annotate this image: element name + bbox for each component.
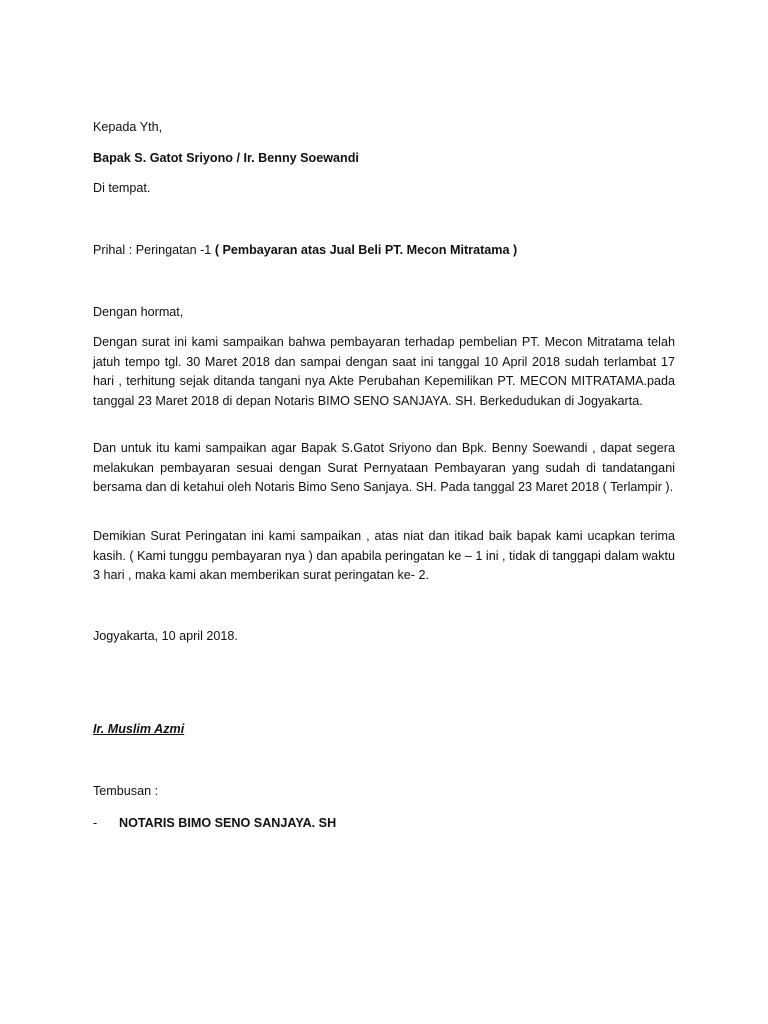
body-paragraph-2: Dan untuk itu kami sampaikan agar Bapak S.Gatot Sriyono dan Bpk. Benny Soewandi , dapat segera melakukan pembayaran sesuai dengan Surat Pernyataan Pembayaran yang sudah di tandatangani bersama dan di ketahui oleh Notaris Bimo Seno Sanjaya. SH. Pada tanggal 23 Maret 2018 ( Terlampir ). (93, 441, 675, 494)
cc-label: Tembusan : (93, 784, 159, 798)
cc-bullet: - (93, 816, 98, 830)
date-line: Jogyakarta, 10 april 2018. (93, 629, 238, 643)
addressee-place: Di tempat. (93, 181, 151, 195)
cc-item-text: NOTARIS BIMO SENO SANJAYA. SH (119, 816, 337, 830)
subject-label: Prihal : Peringatan -1 (93, 243, 215, 257)
addressee-intro: Kepada Yth, (93, 120, 163, 134)
addressee-name: Bapak S. Gatot Sriyono / Ir. Benny Soewandi (93, 151, 359, 165)
body-paragraph-1: Dengan surat ini kami sampaikan bahwa pembayaran terhadap pembelian PT. Mecon Mitratama telah jatuh tempo tgl. 30 Maret 2018 dan sampai dengan saat ini tanggal 10 April 2018 sudah terlambat 17 hari , terhitung sejak ditanda tangani nya Akte Perubahan Kepemilikan PT. MECON MITRATAMA.pada tanggal 23 Maret 2018 di depan Notaris BIMO SENO SANJAYA. SH. Berkedudukan di Jogyakarta. (93, 335, 675, 408)
cc-list-item (93, 813, 336, 833)
subject-line (93, 240, 517, 260)
greeting: Dengan hormat, (93, 305, 184, 319)
signer-name: Ir. Muslim Azmi (93, 722, 185, 736)
body-paragraph-3: Demikian Surat Peringatan ini kami sampaikan , atas niat dan itikad baik bapak kami ucapkan terima kasih. ( Kami tunggu pembayaran nya ) dan apabila peringatan ke – 1 ini , tidak di tanggapi dalam waktu 3 hari , maka kami akan memberikan surat peringatan ke- 2. (93, 529, 675, 582)
subject-text: ( Pembayaran atas Jual Beli PT. Mecon Mitratama ) (214, 243, 518, 257)
